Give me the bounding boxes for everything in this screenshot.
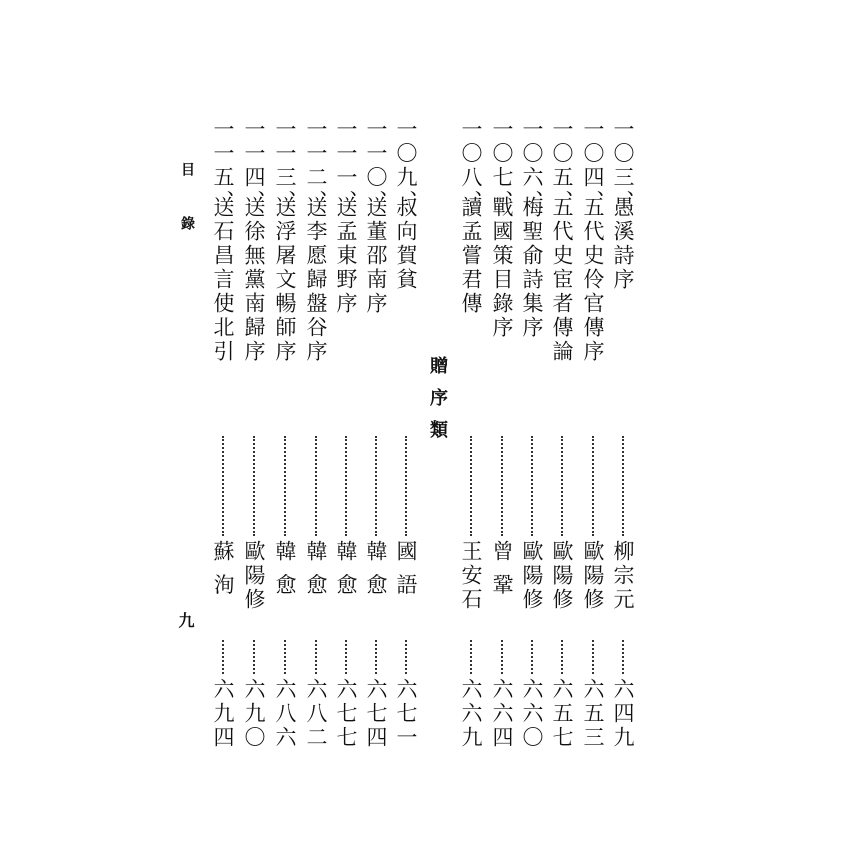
entry-page: 六四九: [611, 678, 635, 750]
dot-leader: [284, 640, 286, 674]
entry-author: 韓 愈: [304, 540, 328, 598]
dot-leader: [375, 640, 377, 674]
entry-author: 韓 愈: [273, 540, 297, 598]
dot-leader: [222, 640, 224, 674]
dot-leader: [470, 436, 472, 536]
dot-leader: [561, 640, 563, 674]
dot-leader: [531, 436, 533, 536]
entry-title: 送李愿歸盤谷序: [304, 196, 328, 364]
dot-leader: [531, 640, 533, 674]
toc-entry: [333, 118, 359, 758]
entry-title: 送孟東野序: [334, 196, 358, 316]
running-head-title: 目錄: [179, 162, 195, 270]
entry-number: 一〇三、: [611, 118, 635, 214]
section-column: [424, 118, 450, 758]
entry-number: 一一五、: [211, 118, 235, 214]
entry-title: 五代史宦者傳論: [550, 196, 574, 364]
entry-number: 一一三、: [273, 118, 297, 214]
toc-entry: [393, 118, 419, 758]
entry-page: 六九四: [211, 678, 235, 750]
entry-page: 六五三: [581, 678, 605, 750]
entry-page: 六七七: [334, 678, 358, 750]
entry-number: 一一一、: [334, 118, 358, 214]
entry-number: 一〇六、: [520, 118, 544, 214]
dot-leader: [315, 640, 317, 674]
entry-number: 一〇七、: [490, 118, 514, 214]
toc-entry: [580, 118, 606, 758]
dot-leader: [501, 640, 503, 674]
entry-number: 一〇五、: [550, 118, 574, 214]
entry-author: 國 語: [394, 540, 418, 598]
dot-leader: [592, 436, 594, 536]
entry-title: 送徐無黨南歸序: [242, 196, 266, 364]
dot-leader: [284, 436, 286, 536]
entry-author: 曾 鞏: [490, 540, 514, 598]
entry-author: 柳宗元: [611, 540, 635, 612]
entry-title: 送石昌言使北引: [211, 196, 235, 364]
toc-entry: [519, 118, 545, 758]
entry-author: 韓 愈: [364, 540, 388, 598]
entry-number: 一〇四、: [581, 118, 605, 214]
dot-leader: [345, 640, 347, 674]
entry-page: 六五七: [550, 678, 574, 750]
toc-entry: [272, 118, 298, 758]
toc-entry: [303, 118, 329, 758]
dot-leader: [622, 436, 624, 536]
dot-leader: [501, 436, 503, 536]
toc-entry: [210, 118, 236, 758]
entry-page: 六九〇: [242, 678, 266, 750]
running-head-page-number: 九: [176, 612, 195, 628]
dot-leader: [561, 436, 563, 536]
entry-title: 叔向賀貧: [394, 196, 418, 292]
entry-page: 六六〇: [520, 678, 544, 750]
dot-leader: [592, 640, 594, 674]
entry-title: 送浮屠文暢師序: [273, 196, 297, 364]
entry-author: 歐陽修: [581, 540, 605, 612]
entry-author: 歐陽修: [520, 540, 544, 612]
toc-entry: [363, 118, 389, 758]
entry-number: 一一四、: [242, 118, 266, 214]
entry-title: 讀孟嘗君傳: [459, 196, 483, 316]
entry-page: 六八六: [273, 678, 297, 750]
toc-entry: [549, 118, 575, 758]
dot-leader: [222, 436, 224, 536]
section-heading: 贈序類: [427, 356, 448, 452]
dot-leader: [253, 640, 255, 674]
toc-entry: [241, 118, 267, 758]
toc-entry: [610, 118, 636, 758]
entry-author: 韓 愈: [334, 540, 358, 598]
entry-page: 六七一: [394, 678, 418, 750]
entry-author: 蘇 洵: [211, 540, 235, 598]
entry-title: 戰國策目錄序: [490, 196, 514, 340]
entry-number: 一一〇、: [364, 118, 388, 214]
dot-leader: [405, 640, 407, 674]
entry-page: 六六九: [459, 678, 483, 750]
entry-author: 王安石: [459, 540, 483, 612]
dot-leader: [405, 436, 407, 536]
dot-leader: [345, 436, 347, 536]
entry-page: 六七四: [364, 678, 388, 750]
toc-entry: [489, 118, 515, 758]
entry-page: 六六四: [490, 678, 514, 750]
dot-leader: [470, 640, 472, 674]
dot-leader: [315, 436, 317, 536]
entry-title: 梅聖俞詩集序: [520, 196, 544, 340]
entry-title: 愚溪詩序: [611, 196, 635, 292]
dot-leader: [622, 640, 624, 674]
entry-number: 一〇九、: [394, 118, 418, 214]
entry-author: 歐陽修: [550, 540, 574, 612]
toc-entry: [458, 118, 484, 758]
entry-page: 六八二: [304, 678, 328, 750]
dot-leader: [375, 436, 377, 536]
dot-leader: [253, 436, 255, 536]
entry-title: 送董邵南序: [364, 196, 388, 316]
entry-number: 一〇八、: [459, 118, 483, 214]
entry-author: 歐陽修: [242, 540, 266, 612]
entry-number: 一一二、: [304, 118, 328, 214]
entry-title: 五代史伶官傳序: [581, 196, 605, 364]
